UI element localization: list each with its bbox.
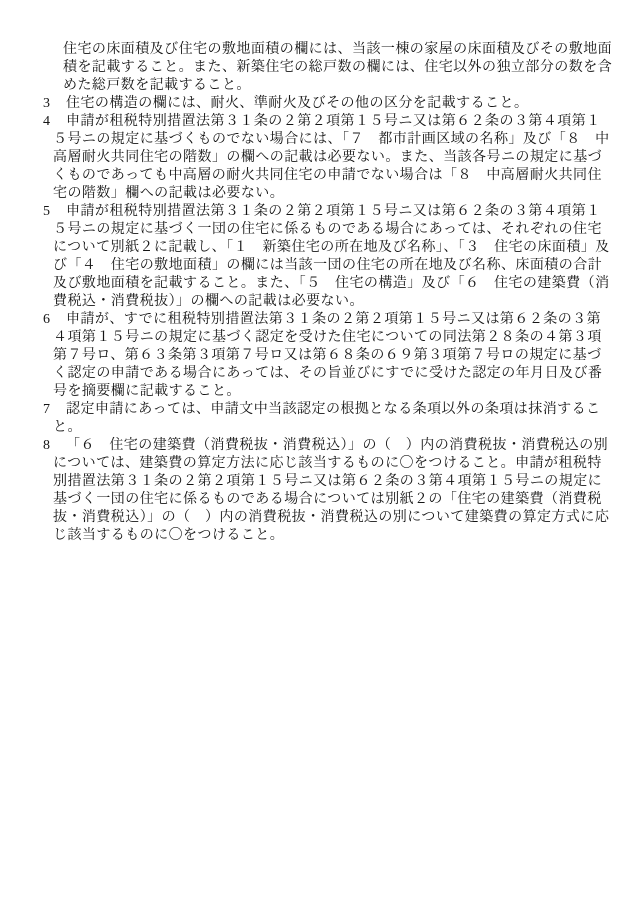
text-line	[0, 311, 630, 329]
list-item-4	[0, 113, 630, 203]
item-number: 6	[43, 312, 50, 327]
text-line: 積を記載すること。また、新築住宅の総戸数の欄には、住宅以外の独立部分の数を含	[63, 60, 613, 75]
text-line: と。	[53, 420, 82, 435]
item-text: 申請が租税特別措置法第３１条の２第２項第１５号ニ又は第６２条の３第４項第１	[66, 204, 601, 219]
text-line: 及び敷地面積を記載すること。また、「５ 住宅の構造」及び「６ 住宅の建築費（消	[53, 276, 610, 291]
list-item-8	[0, 437, 630, 545]
text-line: 別措置法第３１条の２第２項第１５号ニ又は第６２条の３第４項第１５号ニの規定に	[53, 474, 603, 489]
document-text	[0, 41, 630, 545]
text-line: 費税込・消費税抜）」の欄への記載は必要ない。	[53, 294, 364, 309]
list-item-7	[0, 401, 630, 437]
text-line: 号を摘要欄に記載すること。	[53, 384, 241, 399]
text-line: く認定の申請である場合にあっては、その旨並びにすでに受けた認定の年月日及び番	[53, 366, 603, 381]
item-number: 8	[43, 438, 50, 453]
text-line: び「４ 住宅の敷地面積」の欄には当該一団の住宅の所在地及び名称、床面積の合計	[53, 258, 603, 273]
item-number: 7	[43, 402, 50, 417]
text-line: ５号ニの規定に基づく一団の住宅に係るものである場合にあっては、それぞれの住宅	[53, 222, 602, 237]
list-item-5	[0, 203, 630, 311]
item-text: 認定申請にあっては、申請文中当該認定の根拠となる条項以外の条項は抹消するこ	[66, 402, 601, 417]
list-item-3	[0, 95, 630, 113]
text-line: ４項第１５号ニの規定に基づく認定を受けた住宅についての同法第２８条の４第３項	[53, 330, 602, 345]
item-number: 3	[43, 96, 50, 111]
text-line: 高層耐火共同住宅の階数」の欄への記載は必要ない。また、当該各号ニの規定に基づ	[53, 150, 603, 165]
text-line	[0, 401, 630, 419]
text-line: めた総戸数を記載すること。	[63, 78, 251, 93]
text-line: 抜・消費税込）」の（ ）内の消費税抜・消費税込の別について建築費の算定方式に応	[53, 510, 610, 525]
item-text: 住宅の構造の欄には、耐火、準耐火及びその他の区分を記載すること。	[66, 96, 529, 111]
paragraph-continuation	[0, 41, 630, 95]
text-line: 基づく一団の住宅に係るものである場合については別紙２の「住宅の建築費（消費税	[53, 492, 602, 507]
text-line: ５号ニの規定に基づくものでない場合には、「７ 都市計画区域の名称」及び「８ 中	[53, 132, 610, 147]
text-line: 住宅の床面積及び住宅の敷地面積の欄には、当該一棟の家屋の床面積及びその敷地面	[63, 42, 613, 57]
text-line: 第７号ロ、第６３条第３項第７号ロ又は第６８条の６９第３項第７号ロの規定に基づ	[53, 348, 602, 363]
text-line	[0, 113, 630, 131]
text-line: くものであっても中高層の耐火共同住宅の申請でない場合は「８ 中高層耐火共同住	[53, 168, 602, 183]
item-text: 申請が、すでに租税特別措置法第３１条の２第２項第１５号ニ又は第６２条の３第	[66, 312, 602, 327]
item-number: 5	[43, 204, 50, 219]
text-line: について別紙２に記載し、「１ 新築住宅の所在地及び名称」、「３ 住宅の床面積」及	[53, 240, 610, 255]
text-line	[0, 203, 630, 221]
text-line	[0, 95, 630, 113]
text-line: じ該当するものに〇をつけること。	[53, 528, 285, 543]
text-line: については、建築費の算定方法に応じ該当するものに〇をつけること。申請が租税特	[53, 456, 602, 471]
item-text: 「６ 住宅の建築費（消費税抜・消費税込）」の（ ）内の消費税抜・消費税込の別	[66, 438, 609, 453]
item-number: 4	[43, 114, 50, 129]
text-line: 宅の階数」欄への記載は必要ない。	[53, 186, 285, 201]
text-line	[0, 437, 630, 455]
item-text: 申請が租税特別措置法第３１条の２第２項第１５号ニ又は第６２条の３第４項第１	[66, 114, 601, 129]
list-item-6	[0, 311, 630, 401]
